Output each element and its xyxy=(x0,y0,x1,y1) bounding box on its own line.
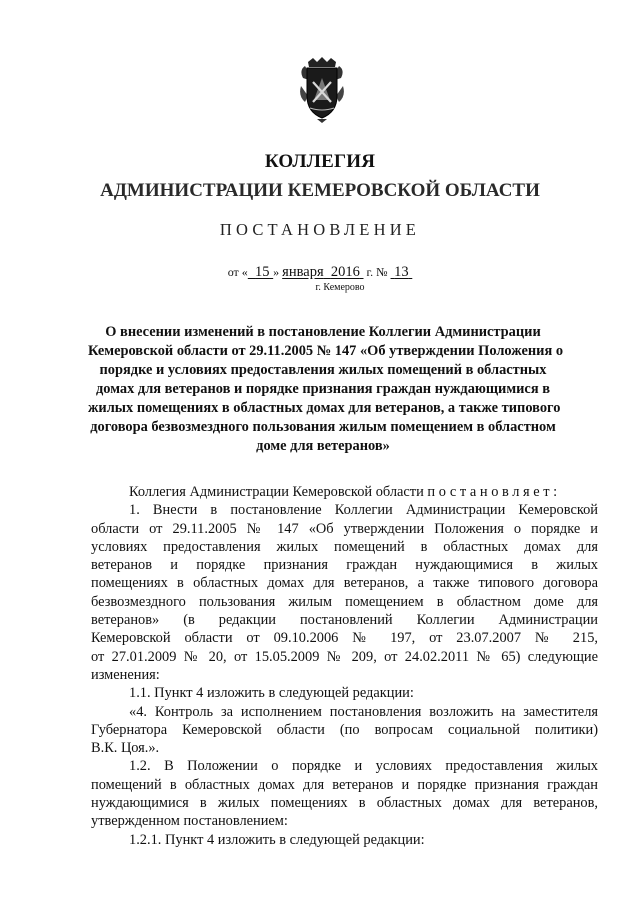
body-line: безвозмездного пользования жилым помещением в областном доме для xyxy=(91,593,598,610)
document-type: ПОСТАНОВЛЕНИЕ xyxy=(219,220,421,239)
body-line: 1.2. В Положении о порядке и условиях предоставления жилых xyxy=(129,758,598,775)
title-line: О внесении изменений в постановление Коллегии Администрации xyxy=(105,324,541,340)
body-line: помещениях в областных домах для ветеранов, а также типового договора xyxy=(91,575,598,592)
title-line: порядке и условиях предоставления жилых помещений в областных xyxy=(99,362,547,378)
body-line: утвержденном постановлением: xyxy=(91,813,288,830)
body-line: Губернатора Кемеровской области (по вопросам социальной политики) xyxy=(91,721,598,738)
body-line: области от 29.11.2005 № 147 «Об утверждении Положения о порядке и xyxy=(91,520,598,537)
body-line: 1. Внести в постановление Коллегии Администрации Кемеровской xyxy=(129,502,598,519)
body-line: от 27.01.2009 № 20, от 15.05.2009 № 209, от 24.02.2011 № 65) следующие xyxy=(91,648,598,665)
date-close-quote: » xyxy=(273,265,280,279)
date-year-suffix: г. xyxy=(366,265,374,279)
org-name-line2: АДМИНИСТРАЦИИ КЕМЕРОВСКОЙ ОБЛАСТИ xyxy=(100,180,540,201)
city-name: г. Кемерово xyxy=(315,282,365,293)
title-line: домах для ветеранов и порядке признания граждан нуждающимися в xyxy=(96,381,550,397)
document-title xyxy=(88,323,564,456)
body-line: Кемеровской области от 09.10.2006 № 197, от 23.07.2007 № 215, xyxy=(91,630,598,647)
body-line: В.К. Цоя.». xyxy=(91,740,160,757)
title-line: жилых помещениях в областных домах для ветеранов, а также типового xyxy=(88,400,561,416)
document-number: 13 xyxy=(394,264,409,280)
body-line: нуждающимися в жилых помещениях в областных домах для ветеранов, xyxy=(91,795,598,812)
date-day: 15 xyxy=(255,264,270,280)
date-from-label: от « xyxy=(227,265,248,279)
body-line: ветеранов» (в редакции постановлений Коллегии Администрации xyxy=(91,612,598,629)
title-line: доме для ветеранов» xyxy=(256,438,390,454)
number-label: № xyxy=(376,265,388,279)
title-line: договора безвозмездного пользования жилым помещением в областном xyxy=(90,419,556,435)
org-name-line1: КОЛЛЕГИЯ xyxy=(264,151,376,172)
body-line: 1.1. Пункт 4 изложить в следующей редакции: xyxy=(129,685,414,702)
intro-resolves: постановляет: xyxy=(427,484,561,500)
date-month-year: января 2016 xyxy=(282,264,360,280)
body-line: помещений в областных домах для ветеранов и порядке признания граждан xyxy=(91,776,598,793)
body-line: «4. Контроль за исполнением постановления возложить на заместителя xyxy=(129,703,598,720)
body-line: 1.2.1. Пункт 4 изложить в следующей редакции: xyxy=(129,831,425,848)
date-number-line xyxy=(0,264,640,280)
coat-of-arms-icon xyxy=(299,56,345,124)
body-line: условиях предоставления жилых помещений в областных домах для xyxy=(91,538,598,555)
body-line: ветеранов и порядке признания граждан нуждающимися в жилых xyxy=(91,557,598,574)
title-line: Кемеровской области от 29.11.2005 № 147 «Об утверждении Положения о xyxy=(88,343,564,359)
body-intro: Коллегия Администрации Кемеровской области постановляет: xyxy=(129,484,561,500)
document-body xyxy=(91,483,598,849)
body-line: изменения: xyxy=(91,666,160,683)
